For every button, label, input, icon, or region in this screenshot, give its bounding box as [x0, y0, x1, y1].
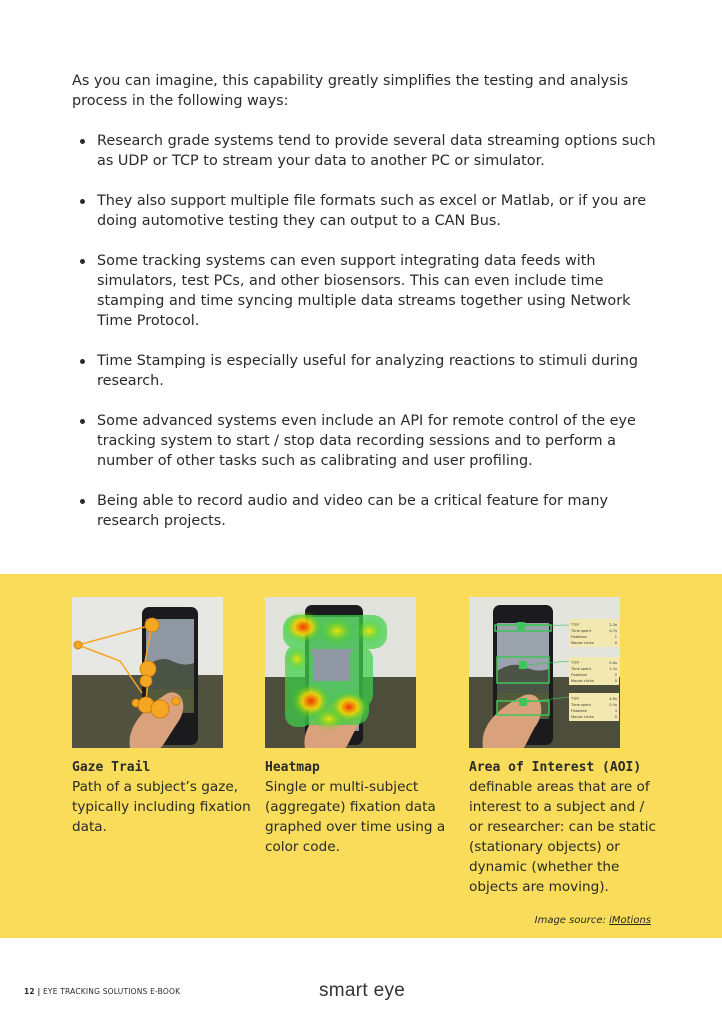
card-description: Path of a subject’s gaze, typically including fixation data.	[72, 779, 251, 835]
aoi-value: 0	[614, 641, 617, 645]
card-description: Single or multi-subject (aggregate) fixation data graphed over time using a color code.	[265, 779, 446, 855]
page-footer	[24, 987, 180, 996]
aoi-value: 0	[614, 679, 617, 683]
gaze-trail-card	[72, 597, 262, 837]
image-source-caption	[535, 915, 651, 926]
card-title: Heatmap	[265, 760, 320, 775]
aoi-label: Time spent	[571, 667, 591, 671]
aoi-value: 0.7s	[609, 629, 617, 633]
aoi-label: Time spent	[571, 629, 591, 633]
aoi-value: 3	[614, 709, 617, 713]
list-item: They also support multiple file formats such as excel or Matlab, or if you are doing automotive testing they can output to a CAN Bus.	[72, 191, 662, 231]
aoi-label: Mouse clicks	[571, 715, 594, 719]
source-link[interactable]: iMotions	[609, 915, 651, 926]
aoi-value: 1	[614, 635, 617, 639]
smart-eye-logo: smart eye	[319, 980, 406, 1001]
aoi-label: Fixations	[571, 673, 587, 677]
aoi-label: Fixations	[571, 635, 587, 639]
document-title: EYE TRACKING SOLUTIONS E-BOOK	[42, 987, 181, 996]
aoi-value: 0	[614, 715, 617, 719]
source-prefix: Image source:	[534, 915, 610, 926]
aoi-label: TTFF	[571, 623, 580, 627]
aoi-value: 4.9s	[609, 697, 617, 701]
aoi-label: TTFF	[571, 697, 580, 701]
intro-paragraph: As you can imagine, this capability greatly simplifies the testing and analysis process in the following ways:	[72, 73, 629, 109]
heatmap-card	[265, 597, 455, 857]
list-item: Time Stamping is especially useful for analyzing reactions to stimuli during research.	[72, 351, 662, 391]
aoi-value: 0.4s	[609, 661, 617, 665]
card-title: Area of Interest (AOI)	[469, 760, 642, 775]
card-title: Gaze Trail	[72, 760, 151, 775]
aoi-value: 2	[614, 673, 617, 677]
list-item: Research grade systems tend to provide several data streaming options such as UDP or TCP to stream your data to another PC or simulator.	[72, 131, 662, 171]
list-item: Being able to record audio and video can be a critical feature for many research projects.	[72, 491, 662, 531]
list-item: Some tracking systems can even support integrating data feeds with simulators, test PCs, and other biosensors. This can even include time stamping and time syncing multiple data streams together using Network Time Protocol.	[72, 251, 662, 331]
aoi-label: Mouse clicks	[571, 641, 594, 645]
list-item: Some advanced systems even include an API for remote control of the eye tracking system to start / stop data recording sessions and to perform a number of other tasks such as calibrating and user profiling.	[72, 411, 662, 471]
aoi-value: 0.1s	[609, 703, 617, 707]
aoi-label: TTFF	[571, 661, 580, 665]
aoi-card	[469, 597, 659, 897]
heatmap-image	[265, 597, 416, 748]
aoi-label: Fixations	[571, 709, 587, 713]
benefits-list	[72, 131, 662, 551]
footer-separator: |	[37, 987, 41, 996]
aoi-image	[469, 597, 620, 748]
aoi-value: 1.1s	[609, 667, 617, 671]
aoi-stats-panel	[569, 619, 619, 721]
page-number: 12	[24, 987, 35, 996]
aoi-label: Time spent	[571, 703, 591, 707]
gaze-trail-image	[72, 597, 223, 748]
card-description: definable areas that are of interest to a subject and / or researcher: can be static (stationary objects) or dynamic (whether the objects are moving).	[469, 779, 657, 895]
aoi-value: 2.3s	[609, 623, 617, 627]
aoi-label: Mouse clicks	[571, 679, 594, 683]
